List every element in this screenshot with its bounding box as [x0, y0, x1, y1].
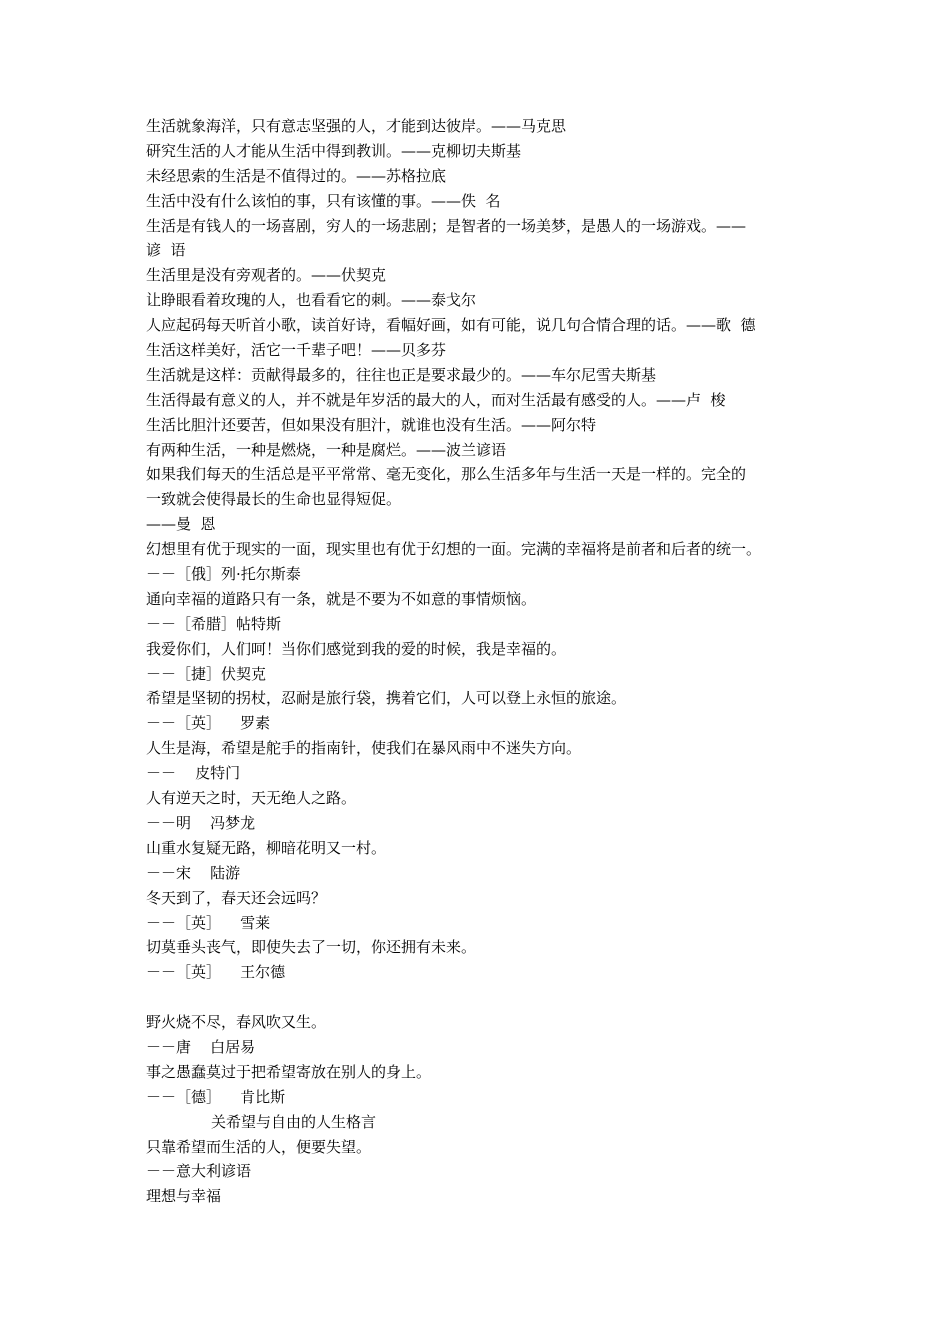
text-line: 如果我们每天的生活总是平平常常、毫无变化，那么生活多年与生活一天是一样的。完全的	[146, 465, 747, 484]
text-line: 切莫垂头丧气，即使失去了一切，你还拥有未来。	[146, 938, 477, 957]
text-line: 通向幸福的道路只有一条，就是不要为不如意的事情烦恼。	[146, 589, 537, 608]
text-line: 事之愚蠢莫过于把希望寄放在别人的身上。	[146, 1062, 432, 1081]
text-line: 生活是有钱人的一场喜剧，穷人的一场悲剧；是智者的一场美梦，是愚人的一场游戏。——	[146, 216, 747, 235]
text-line: －－［希腊］帖特斯	[146, 614, 282, 633]
text-line: ——曼 恩	[146, 515, 216, 534]
text-line: 野火烧不尽，春风吹又生。	[146, 1013, 327, 1032]
text-line: －－［俄］列·托尔斯泰	[146, 565, 301, 584]
text-line: 生活就象海洋，只有意志坚强的人，才能到达彼岸。——马克思	[146, 117, 567, 135]
text-line: 生活里是没有旁观者的。——伏契克	[146, 266, 387, 285]
text-line: －－［英］ 王尔德	[146, 963, 286, 982]
text-line: 山重水复疑无路，柳暗花明又一村。	[146, 838, 387, 857]
text-line: 人生是海，希望是舵手的指南针，使我们在暴风雨中不迷失方向。	[146, 739, 582, 758]
text-line: 幻想里有优于现实的一面，现实里也有优于幻想的一面。完满的幸福将是前者和后者的统一。	[146, 540, 762, 559]
text-line: 一致就会使得最长的生命也显得短促。	[146, 490, 402, 509]
text-line: 生活得最有意义的人，并不就是年岁活的最大的人，而对生活最有感受的人。——卢 梭	[146, 390, 726, 409]
text-line: －－意大利谚语	[146, 1162, 252, 1181]
text-line: －－［英］ 罗素	[146, 714, 271, 733]
text-line: 生活比胆汁还要苦，但如果没有胆汁，就谁也没有生活。——阿尔特	[146, 415, 597, 434]
quote-text-block	[146, 114, 810, 1209]
text-line: －－唐 白居易	[146, 1037, 256, 1056]
text-line: －－ 皮特门	[146, 764, 241, 783]
text-line: 谚 语	[146, 241, 186, 260]
text-line: 生活这样美好，活它一千辈子吧！——贝多芬	[146, 341, 447, 360]
text-line: 我爱你们，人们呵！当你们感觉到我的爱的时候，我是幸福的。	[146, 639, 567, 658]
text-line: －－［德］ 肯比斯	[146, 1087, 286, 1106]
text-line: 未经思索的生活是不值得过的。——苏格拉底	[146, 166, 447, 185]
text-line: 人应起码每天听首小歌，读首好诗，看幅好画，如有可能，说几句合情合理的话。——歌 德	[146, 316, 756, 335]
section-heading: 关希望与自由的人生格言	[211, 1112, 377, 1131]
text-line: 生活就是这样：贡献得最多的，往往也正是要求最少的。——车尔尼雪夫斯基	[146, 365, 657, 384]
text-line: 理想与幸福	[146, 1187, 222, 1206]
text-line: －－宋 陆游	[146, 863, 241, 882]
text-line: －－明 冯梦龙	[146, 813, 256, 832]
blank-line	[146, 985, 810, 1010]
text-line: 研究生活的人才能从生活中得到教训。——克柳切夫斯基	[146, 141, 522, 160]
text-line: 只靠希望而生活的人，便要失望。	[146, 1137, 372, 1156]
text-line: 冬天到了，春天还会远吗？	[146, 888, 327, 907]
text-line: 人有逆天之时，天无绝人之路。	[146, 789, 357, 808]
text-line: 希望是坚韧的拐杖，忍耐是旅行袋，携着它们，人可以登上永恒的旅途。	[146, 689, 627, 708]
text-line: －－［英］ 雪莱	[146, 913, 271, 932]
text-line: 有两种生活，一种是燃烧，一种是腐烂。——波兰谚语	[146, 440, 507, 459]
text-line: －－［捷］伏契克	[146, 664, 267, 683]
text-line: 生活中没有什么该怕的事，只有该懂的事。——佚 名	[146, 191, 501, 210]
text-line: 让睁眼看着玫瑰的人，也看看它的刺。——泰戈尔	[146, 291, 477, 310]
